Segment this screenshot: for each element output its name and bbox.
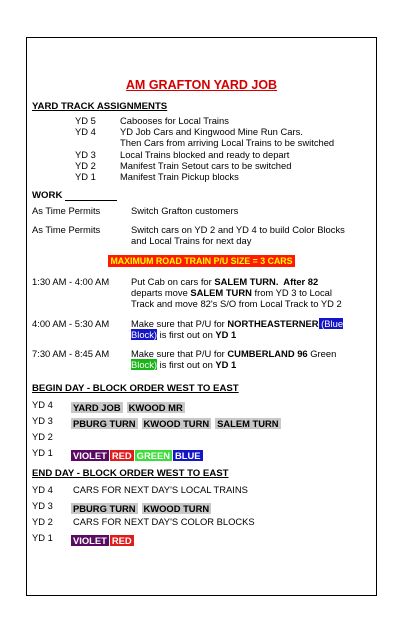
yard-assign-track: YD 4 <box>75 126 96 137</box>
yard-assign-desc: Local Trains blocked and ready to depart <box>120 149 290 160</box>
schedule-text: Make sure that P/U for <box>131 318 228 329</box>
end-day-track: YD 1 <box>32 532 53 543</box>
yard-assign-track: YD 1 <box>75 171 96 182</box>
schedule-line <box>131 359 236 370</box>
end-day-blocks <box>71 531 138 549</box>
schedule-text: from YD 3 to Local <box>251 287 332 298</box>
schedule-text: Put Cab on cars for <box>131 276 215 287</box>
green-block-highlight: Block) <box>131 359 158 370</box>
end-day-blocks <box>71 499 215 517</box>
yard-assign-desc: Manifest Train Pickup blocks <box>120 171 239 182</box>
begin-day-heading: BEGIN DAY - BLOCK ORDER WEST TO EAST <box>32 383 239 394</box>
block-label: YARD JOB <box>73 402 121 413</box>
red-block: RED <box>111 535 132 546</box>
work-heading <box>32 190 117 201</box>
schedule-line <box>131 348 336 359</box>
max-size-text: MAXIMUM ROAD TRAIN P/U SIZE = 3 CARS <box>110 256 293 266</box>
train-name: NORTHEASTERNER <box>227 318 319 329</box>
block-label: KWOOD MR <box>128 402 183 413</box>
end-day-track: YD 2 <box>32 516 53 527</box>
yard-assign-desc: Manifest Train Setout cars to be switched <box>120 160 292 171</box>
work-desc: Switch cars on YD 2 and YD 4 to build Color Blocks <box>131 224 345 235</box>
work-desc: Switch Grafton customers <box>131 205 239 216</box>
begin-day-track: YD 3 <box>32 415 53 426</box>
green-block: GREEN <box>136 450 170 461</box>
work-when: As Time Permits <box>32 224 101 235</box>
schedule-text: departs move <box>131 287 191 298</box>
document-page <box>26 37 377 596</box>
block-label: PBURG TURN <box>73 418 136 429</box>
yard-assign-track: YD 3 <box>75 149 96 160</box>
begin-day-blocks <box>71 446 207 464</box>
train-name: CUMBERLAND 96 <box>227 348 308 359</box>
begin-day-track: YD 4 <box>32 399 53 410</box>
track-name: YD 1 <box>215 329 237 340</box>
begin-day-track: YD 2 <box>32 431 53 442</box>
blue-block-highlight: Block) <box>131 329 158 340</box>
begin-day-blocks <box>71 414 285 432</box>
yard-assign-track: YD 2 <box>75 160 96 171</box>
train-name: SALEM TURN <box>190 287 252 298</box>
red-block: RED <box>111 450 132 461</box>
train-name: SALEM TURN. <box>214 276 279 287</box>
yard-assign-track: YD 5 <box>75 115 96 126</box>
schedule-line <box>131 276 318 287</box>
schedule-time: 7:30 AM - 8:45 AM <box>32 348 110 359</box>
schedule-line <box>131 329 236 340</box>
blue-block-highlight: (Blue <box>318 318 344 329</box>
schedule-text: is first out on <box>157 329 216 340</box>
yard-assign-heading: YARD TRACK ASSIGNMENTS <box>32 101 168 112</box>
work-desc-cont: and Local Trains for next day <box>131 235 252 246</box>
schedule-text: Make sure that P/U for <box>131 348 228 359</box>
violet-block: VIOLET <box>73 450 107 461</box>
page-title: AM GRAFTON YARD JOB <box>125 78 278 92</box>
work-when: As Time Permits <box>32 205 101 216</box>
work-heading-text: WORK <box>32 190 63 201</box>
end-day-track: YD 4 <box>32 484 53 495</box>
schedule-text: After 82 <box>278 276 319 287</box>
yard-assign-desc-cont: Then Cars from arriving Local Trains to be switched <box>120 137 335 148</box>
block-label: PBURG TURN <box>73 503 136 514</box>
begin-day-track: YD 1 <box>32 447 53 458</box>
end-day-text: CARS FOR NEXT DAY'S COLOR BLOCKS <box>73 516 255 527</box>
end-day-track: YD 3 <box>32 500 53 511</box>
max-size-banner <box>27 251 376 269</box>
schedule-time: 4:00 AM - 5:30 AM <box>32 318 110 329</box>
yard-assign-desc: Cabooses for Local Trains <box>120 115 229 126</box>
end-day-text: CARS FOR NEXT DAY'S LOCAL TRAINS <box>73 484 248 495</box>
schedule-line <box>131 287 332 298</box>
violet-block: VIOLET <box>73 535 107 546</box>
yard-assign-desc: YD Job Cars and Kingwood Mine Run Cars. <box>120 126 303 137</box>
block-label: KWOOD TURN <box>143 503 210 514</box>
schedule-line: Track and move 82's S/O from Local Track to YD 2 <box>131 298 342 309</box>
end-day-heading: END DAY - BLOCK ORDER WEST TO EAST <box>32 468 229 479</box>
schedule-line <box>131 318 343 329</box>
schedule-text: Green <box>307 348 337 359</box>
block-label: SALEM TURN <box>217 418 279 429</box>
schedule-time: 1:30 AM - 4:00 AM <box>32 276 110 287</box>
block-label: KWOOD TURN <box>143 418 210 429</box>
blue-block: BLUE <box>175 450 201 461</box>
track-name: YD 1 <box>215 359 237 370</box>
schedule-text: is first out on <box>157 359 216 370</box>
